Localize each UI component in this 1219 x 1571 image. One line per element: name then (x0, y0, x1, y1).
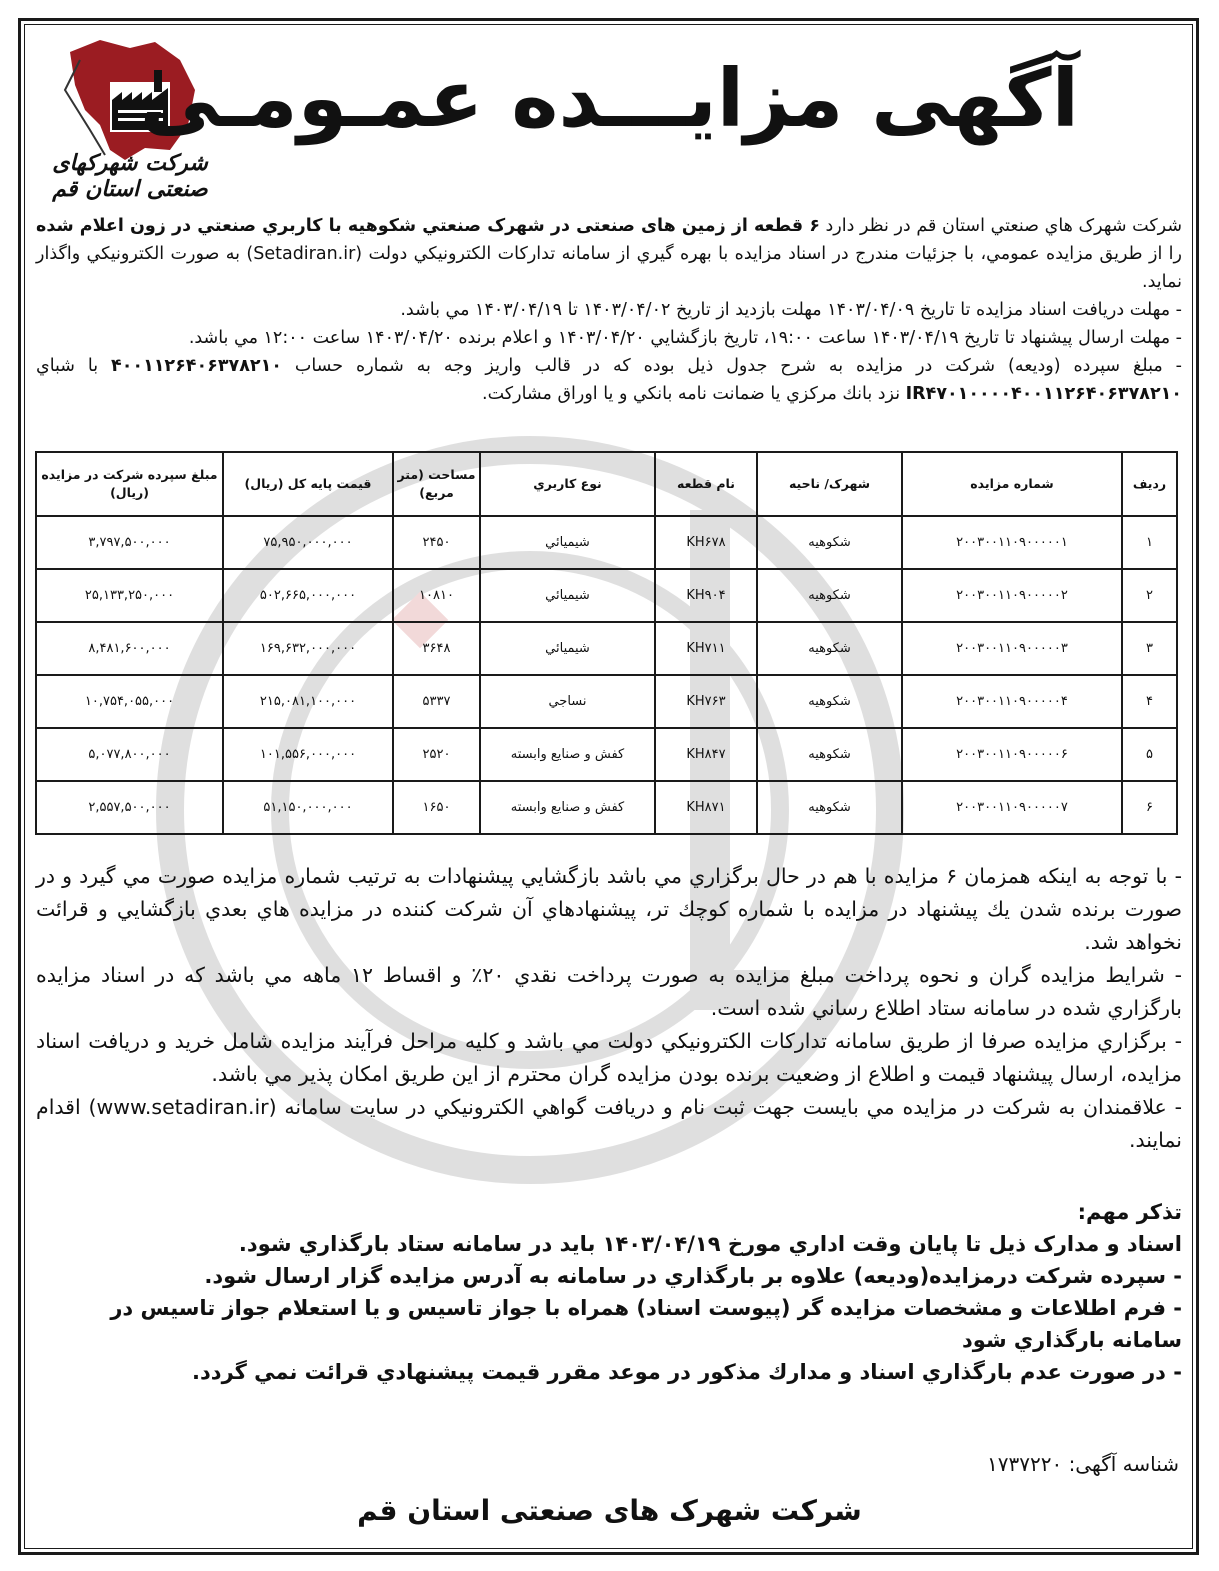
header-row-no: ردیف (1122, 452, 1177, 516)
cell-deposit: ۱۰,۷۵۴,۰۵۵,۰۰۰ (36, 675, 223, 728)
cell-auction-no: ۲۰۰۳۰۰۱۱۰۹۰۰۰۰۰۲ (902, 569, 1122, 622)
table-row (36, 569, 1177, 622)
sheba-number: IR۴۷۰۱۰۰۰۰۴۰۰۱۱۲۶۴۰۶۳۷۸۲۱۰ (905, 384, 1182, 404)
cell-plot: KH۸۷۱ (655, 781, 757, 834)
cell-usage: کفش و صنایع وابسته (480, 728, 655, 781)
cell-auction-no: ۲۰۰۳۰۰۱۱۰۹۰۰۰۰۰۶ (902, 728, 1122, 781)
important-item: اسناد و مدارک ذیل تا پایان وقت اداري مورخ ۱۴۰۳/۰۴/۱۹ باید در سامانه ستاد بارگذاري شود. (238, 1232, 1182, 1256)
table-header-row (36, 452, 1177, 516)
intro-section (36, 212, 1182, 408)
cell-row-no: ۲ (1122, 569, 1177, 622)
cell-plot: KH۷۱۱ (655, 622, 757, 675)
important-item: - سپرده شرکت درمزایده(ودیعه) علاوه بر بارگذاري در سامانه به آدرس مزایده گزار ارسال شود. (204, 1264, 1182, 1288)
cell-row-no: ۶ (1122, 781, 1177, 834)
ad-id-number: ۱۷۳۷۲۲۰ (987, 1452, 1063, 1476)
intro-bold: ۶ قطعه از زمین های صنعتی در شهرک صنعتي شکوهیه با کاربري صنعتي در زون اعلام شده (36, 216, 820, 236)
header-base-price: قیمت پایه کل (ریال) (223, 452, 393, 516)
cell-usage: نساجي (480, 675, 655, 728)
deposit-lead: - مبلغ سپرده (ودیعه) شرکت در مزایده به شرح جدول ذیل بوده که در قالب واریز وجه به شماره حساب (281, 356, 1182, 376)
cell-base-price: ۱۰۱,۵۵۶,۰۰۰,۰۰۰ (223, 728, 393, 781)
cell-auction-no: ۲۰۰۳۰۰۱۱۰۹۰۰۰۰۰۳ (902, 622, 1122, 675)
cell-plot: KH۶۷۸ (655, 516, 757, 569)
condition-item: - شرایط مزایده گران و نحوه پرداخت مبلغ مزایده به صورت پرداخت نقدي ۲۰٪ و اقساط ۱۲ ماهه مي باشد که در اسناد مزایده بارگزاري شده در سامانه ستاد اطلاع رساني شده است. (36, 963, 1182, 1020)
header-area: مساحت (متر مربع) (393, 452, 480, 516)
cell-auction-no: ۲۰۰۳۰۰۱۱۰۹۰۰۰۰۰۴ (902, 675, 1122, 728)
table-row (36, 516, 1177, 569)
cell-town: شکوهیه (757, 569, 902, 622)
deposit-tail: نزد بانك مرکزي یا ضمانت نامه بانکي و یا اوراق مشارکت. (482, 384, 906, 404)
cell-area: ۳۶۴۸ (393, 622, 480, 675)
condition-item: - علاقمندان به شرکت در مزایده مي بایست جهت ثبت نام و دریافت گواهي الکترونیکي در سایت سامانه (www.setadiran.ir) اقدام نمایند. (36, 1095, 1182, 1152)
intro-lead: شرکت شهرک هاي صنعتي استان قم در نظر دارد (819, 216, 1182, 236)
cell-base-price: ۵۱,۱۵۰,۰۰۰,۰۰۰ (223, 781, 393, 834)
plots-table (35, 451, 1178, 835)
cell-plot: KH۸۴۷ (655, 728, 757, 781)
page-title: آگهی مزایـــده عمـومـی (139, 52, 1079, 145)
cell-area: ۱۶۵۰ (393, 781, 480, 834)
cell-deposit: ۳,۷۹۷,۵۰۰,۰۰۰ (36, 516, 223, 569)
condition-item: - با توجه به اینکه همزمان ۶ مزایده با هم در حال برگزاري مي باشد بازگشایي پیشنهادات به ترتیب شماره مزایده صورت مي گیرد و در صورت برنده شدن یك پیشنهاد در مزایده با شماره کوچك تر، پیشنهادهاي آن شرکت کننده در مزایده هاي بعدي بازگشایي و قرائت نخواهد شد. (36, 864, 1182, 954)
important-item: - فرم اطلاعات و مشخصات مزایده گر (پیوست اسناد) همراه با جواز تاسیس و یا استعلام جواز تاسیس در سامانه بارگذاري شود (110, 1296, 1182, 1352)
cell-base-price: ۲۱۵,۰۸۱,۱۰۰,۰۰۰ (223, 675, 393, 728)
cell-usage: شیمیائي (480, 622, 655, 675)
submission-deadline: - مهلت ارسال پیشنهاد تا تاریخ ۱۴۰۳/۰۴/۱۹ ساعت ۱۹:۰۰، تاریخ بازگشایي ۱۴۰۳/۰۴/۲۰ و اعلام برنده ۱۴۰۳/۰۴/۲۰ ساعت ۱۲:۰۰ مي باشد. (188, 328, 1182, 348)
cell-deposit: ۸,۴۸۱,۶۰۰,۰۰۰ (36, 622, 223, 675)
cell-town: شکوهیه (757, 781, 902, 834)
cell-row-no: ۴ (1122, 675, 1177, 728)
header-auction-no: شماره مزایده (902, 452, 1122, 516)
cell-row-no: ۵ (1122, 728, 1177, 781)
cell-row-no: ۳ (1122, 622, 1177, 675)
cell-town: شکوهیه (757, 675, 902, 728)
account-number: ۴۰۰۱۱۲۶۴۰۶۳۷۸۲۱۰ (111, 356, 282, 376)
document-deadline: - مهلت دریافت اسناد مزایده تا تاریخ ۱۴۰۳/۰۴/۰۹ مهلت بازدید از تاریخ ۱۴۰۳/۰۴/۰۲ تا ۱۴۰۳/۰۴/۱۹ مي باشد. (400, 300, 1182, 320)
table-row (36, 728, 1177, 781)
cell-area: ۲۴۵۰ (393, 516, 480, 569)
cell-usage: کفش و صنایع وابسته (480, 781, 655, 834)
cell-deposit: ۵,۰۷۷,۸۰۰,۰۰۰ (36, 728, 223, 781)
cell-deposit: ۲۵,۱۳۳,۲۵۰,۰۰۰ (36, 569, 223, 622)
table-row (36, 675, 1177, 728)
cell-auction-no: ۲۰۰۳۰۰۱۱۰۹۰۰۰۰۰۱ (902, 516, 1122, 569)
header-usage: نوع کاربري (480, 452, 655, 516)
cell-base-price: ۱۶۹,۶۳۲,۰۰۰,۰۰۰ (223, 622, 393, 675)
header-deposit: مبلغ سپرده شرکت در مزایده (ریال) (36, 452, 223, 516)
cell-usage: شیمیائي (480, 569, 655, 622)
cell-area: ۱۰۸۱۰ (393, 569, 480, 622)
important-heading: تذکر مهم: (1077, 1200, 1182, 1224)
cell-base-price: ۵۰۲,۶۶۵,۰۰۰,۰۰۰ (223, 569, 393, 622)
cell-row-no: ۱ (1122, 516, 1177, 569)
cell-town: شکوهیه (757, 728, 902, 781)
intro-tail: را از طریق مزایده عمومي، با جزئیات مندرج در اسناد مزایده با بهره گیري از سامانه تدارکات الکترونیکي دولت (Setadiran.ir) به صورت الکترونیکي واگذار نماید. (36, 244, 1182, 292)
cell-town: شکوهیه (757, 516, 902, 569)
table-row (36, 781, 1177, 834)
conditions-section (36, 860, 1182, 1157)
header-plot: نام قطعه (655, 452, 757, 516)
cell-area: ۵۳۳۷ (393, 675, 480, 728)
cell-town: شکوهیه (757, 622, 902, 675)
cell-auction-no: ۲۰۰۳۰۰۱۱۰۹۰۰۰۰۰۷ (902, 781, 1122, 834)
cell-usage: شیمیائي (480, 516, 655, 569)
cell-deposit: ۲,۵۵۷,۵۰۰,۰۰۰ (36, 781, 223, 834)
cell-plot: KH۷۶۳ (655, 675, 757, 728)
cell-plot: KH۹۰۴ (655, 569, 757, 622)
cell-base-price: ۷۵,۹۵۰,۰۰۰,۰۰۰ (223, 516, 393, 569)
logo-company-text: شرکت شهرکهای صنعتی استان قم (52, 150, 208, 202)
header-town: شهرک/ ناحیه (757, 452, 902, 516)
table-row (36, 622, 1177, 675)
important-item: - در صورت عدم بارگذاري اسناد و مدارك مذکور در موعد مقرر قیمت پیشنهادي قرائت نمي گردد. (192, 1360, 1182, 1384)
intro-paragraph (36, 212, 1182, 296)
cell-area: ۲۵۲۰ (393, 728, 480, 781)
deposit-mid: با شباي (36, 356, 112, 376)
footer-company-name: شرکت شهرک های صنعتی استان قم (357, 1494, 862, 1527)
deposit-info (36, 352, 1182, 408)
ad-identifier (987, 1452, 1179, 1476)
condition-item: - برگزاري مزایده صرفا از طریق سامانه تدارکات الکترونیکي دولت مي باشد و کلیه مراحل فرآیند مزایده شامل خرید و دریافت اسناد مزایده، ارسال پیشنهاد قیمت و اطلاع از وضعیت برنده بودن مزایده گران محترم از این طریق امکان پذیر مي باشد. (36, 1029, 1182, 1086)
ad-id-label: شناسه آگهی: (1068, 1452, 1179, 1476)
important-notes (36, 1196, 1182, 1388)
